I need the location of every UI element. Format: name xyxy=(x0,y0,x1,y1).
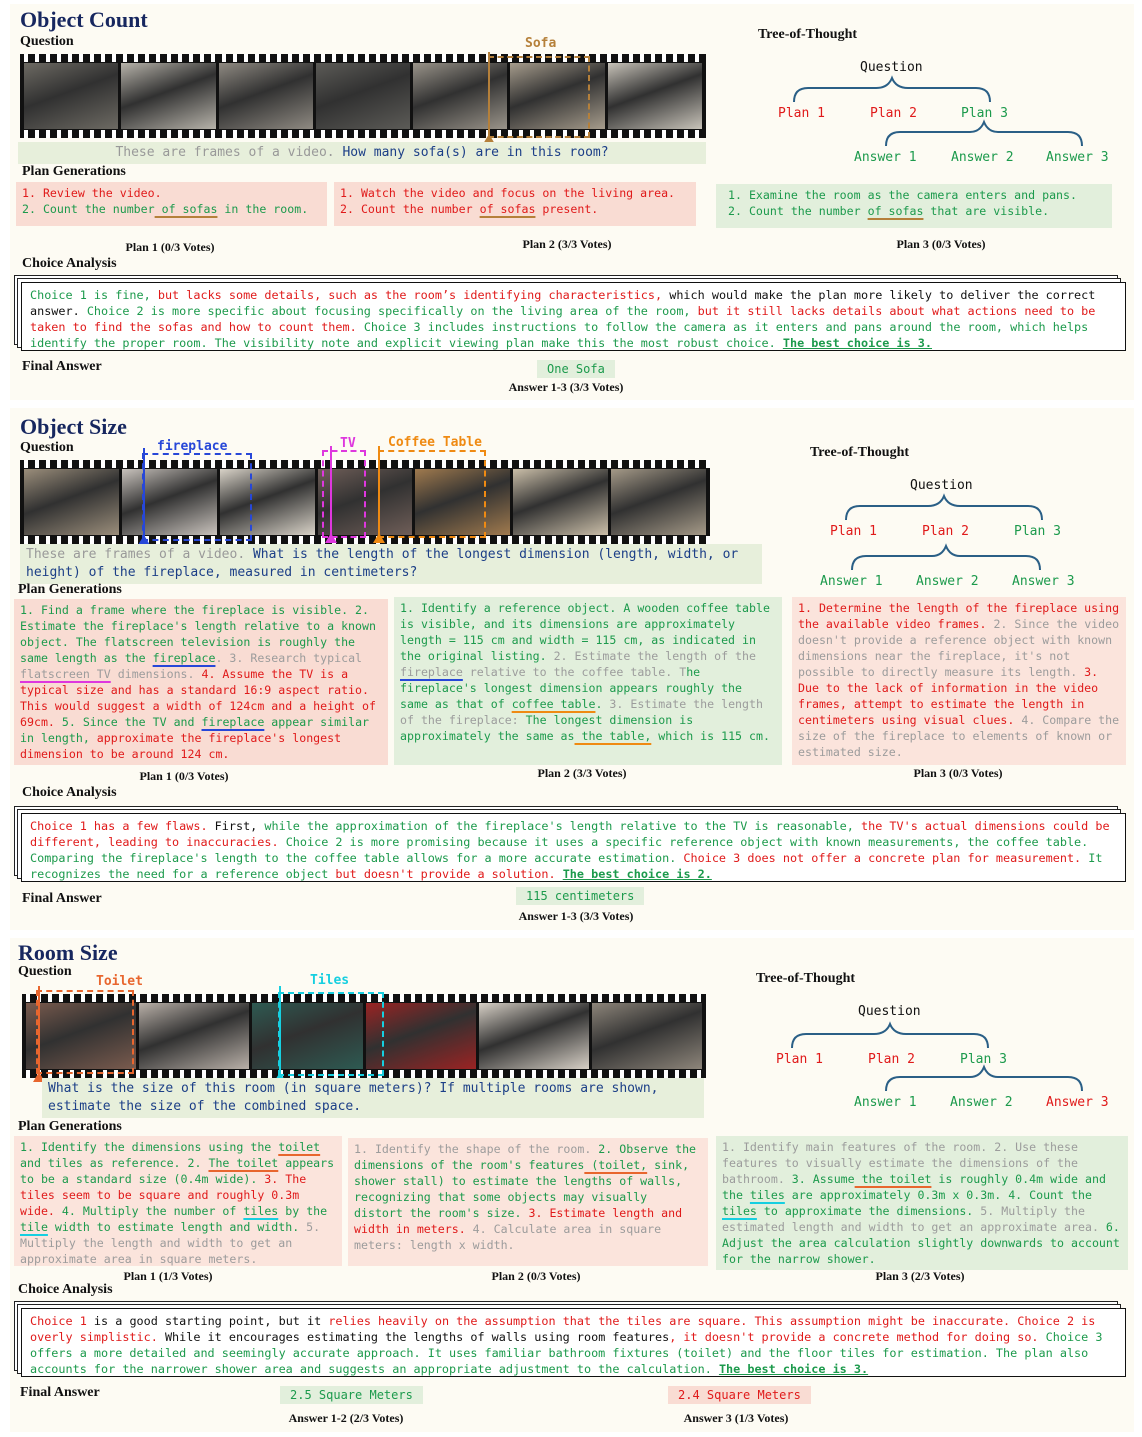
plan-3-box: 1. Identify main features of the room. 2. Use these features to visually estimate the dimensions of the bathroom. 3. Assume the toilet is roughly 0.4m wide and the tiles are approximately 0.3m x 0.3m. 4. Count the tiles to approximate the dimensions. 5. Multiply the estimated length and width to get an approximate area. 6. Adjust the area calculation slightly downwards to account for the narrow shower. xyxy=(716,1136,1128,1270)
choice-analysis-heading: Choice Analysis xyxy=(18,1282,113,1297)
coffee-table-marker-line xyxy=(378,446,380,542)
question-text: These are frames of a video. What is the length of the longest dimension (length, width, or height) of the fireplace, measured in centimeters? xyxy=(20,544,762,584)
question-heading: Question xyxy=(20,440,74,455)
sofa-label: Sofa xyxy=(525,36,557,51)
question-heading: Question xyxy=(18,964,72,979)
plan-1-box: 1. Identify the dimensions using the toilet and tiles as reference. 2. The toilet appears to be a standard size (0.4m wide). 3. The tiles seem to be square and roughly 0.3m wide. 4. Multiply the number of tiles by the tile width to estimate length and width. 5. Multiply the length and width to get an approximate area in square meters. xyxy=(14,1136,342,1266)
coffee-table-marker xyxy=(373,533,385,543)
video-filmstrip xyxy=(20,54,706,138)
tree-question: Question xyxy=(860,60,923,75)
video-frame xyxy=(316,63,410,129)
tree-of-thought xyxy=(750,966,1130,1116)
video-frame xyxy=(479,1003,589,1069)
final-answer-2: 2.4 Square Meters xyxy=(668,1386,811,1404)
plan-1-votes: Plan 1 (0/3 Votes) xyxy=(139,769,229,783)
plan-generations-heading: Plan Generations xyxy=(18,1119,122,1134)
fireplace-box xyxy=(142,453,252,541)
coffee-table-label: Coffee Table xyxy=(388,435,482,450)
tree-of-thought xyxy=(800,440,1130,590)
tree-plan-3: Plan 3 xyxy=(960,1052,1007,1067)
tree-braces xyxy=(748,24,1128,174)
final-answer: 115 centimeters xyxy=(516,887,644,905)
tree-question: Question xyxy=(910,478,973,493)
plan-3-box: 1. Examine the room as the camera enters and pans. 2. Count the number of sofas that are visible. xyxy=(716,184,1112,228)
tree-title: Tree-of-Thought xyxy=(758,27,858,42)
plan-generations-heading: Plan Generations xyxy=(18,582,122,597)
room-size-panel xyxy=(10,938,1134,1432)
video-frame xyxy=(121,63,215,129)
plan-2-votes: Plan 2 (3/3 Votes) xyxy=(537,766,627,780)
video-frame xyxy=(24,63,118,129)
final-answer-votes: Answer 1-3 (3/3 Votes) xyxy=(518,909,634,923)
tree-title: Tree-of-Thought xyxy=(810,445,910,460)
tree-braces xyxy=(800,440,1130,590)
tv-box xyxy=(322,450,366,538)
choice-analysis-text: Choice 1 is a good starting point, but it relies heavily on the assumption that the tiles are square. This assumption might be inaccurate. Choice 2 is overly simplistic. While it encourages estimating the lengths of walls using room features, it doesn't provide a concrete method for doing so. Choice 3 offers a more detailed and seemingly accurate approach. It uses familiar bathroom fixtures (toilet) and the floor tiles for estimation. The plan also accounts for the narrower shower area and suggests an appropriate adjustment to the calculation. The best choice is 3. xyxy=(21,1308,1126,1377)
tree-plan-2: Plan 2 xyxy=(870,106,917,121)
coffee-table-box xyxy=(378,450,486,538)
plan-1-votes: Plan 1 (0/3 Votes) xyxy=(125,240,215,254)
sofa-box xyxy=(488,56,590,138)
tree-answer-3: Answer 3 xyxy=(1012,574,1075,589)
plan-3-votes: Plan 3 (0/3 Votes) xyxy=(913,766,1003,780)
section-title: Object Size xyxy=(20,414,127,439)
fireplace-label: fireplace xyxy=(157,439,228,454)
tree-plan-2: Plan 2 xyxy=(868,1052,915,1067)
tree-question: Question xyxy=(858,1004,921,1019)
section-title: Object Count xyxy=(20,7,148,32)
video-frame xyxy=(219,63,313,129)
fireplace-marker-line xyxy=(143,448,145,544)
tiles-marker-line xyxy=(279,986,281,1076)
tree-plan-3: Plan 3 xyxy=(961,106,1008,121)
tree-plan-1: Plan 1 xyxy=(778,106,825,121)
plan-2-box: 1. Identify a reference object. A wooden coffee table is visible, and its dimensions are approximately length = 115 cm and width = 115 cm, as indicated in the original listing. 2. Estimate the length of the fireplace relative to the coffee table. The fireplace's longest dimension appears roughly the same as that of coffee table. 3. Estimate the length of the fireplace: The longest dimension is approximately the same as the table, which is 115 cm. xyxy=(394,597,782,765)
tree-title: Tree-of-Thought xyxy=(756,971,856,986)
plan-3-votes: Plan 3 (0/3 Votes) xyxy=(896,237,986,251)
choice-analysis-text: Choice 1 has a few flaws. First, while the approximation of the fireplace's length relative to the TV is reasonable, the TV's actual dimensions could be different, leading to inaccuracies. Choice 2 is more promising because it uses a specific reference object with known measurements, the coffee table. Comparing the fireplace's length to the coffee table allows for a more accurate estimation. Choice 3 does not offer a concrete plan for measurement. It recognizes the need for a reference object but doesn't provide a solution. The best choice is 2. xyxy=(21,813,1126,882)
final-answer-heading: Final Answer xyxy=(22,891,102,906)
plan-1-box: 1. Review the video. 2. Count the number of sofas in the room. xyxy=(16,182,327,226)
video-frame xyxy=(513,469,608,535)
plan-1-votes: Plan 1 (1/3 Votes) xyxy=(123,1269,213,1283)
video-frame xyxy=(24,469,119,535)
tree-answer-2: Answer 2 xyxy=(951,150,1014,165)
tree-plan-2: Plan 2 xyxy=(922,524,969,539)
choice-analysis-stack xyxy=(14,1301,1126,1379)
tree-answer-1: Answer 1 xyxy=(820,574,883,589)
tree-answer-1: Answer 1 xyxy=(854,150,917,165)
toilet-box xyxy=(36,990,134,1074)
section-title: Room Size xyxy=(18,940,118,965)
plan-3-votes: Plan 3 (2/3 Votes) xyxy=(875,1269,965,1283)
tree-answer-3: Answer 3 xyxy=(1046,150,1109,165)
final-answer: One Sofa xyxy=(537,360,615,378)
final-answer-1-votes: Answer 1-2 (2/3 Votes) xyxy=(288,1411,404,1425)
tv-label: TV xyxy=(340,436,356,451)
question-text: What is the size of this room (in square meters)? If multiple rooms are shown, estimate the size of the combined space. xyxy=(42,1078,704,1118)
tree-plan-3: Plan 3 xyxy=(1014,524,1061,539)
plan-3-box: 1. Determine the length of the fireplace using the available video frames. 2. Since the video doesn't provide a reference object with known dimensions near the fireplace, it's not possible to directly measure its length. 3. Due to the lack of information in the video frames, attempt to estimate the length in centimeters using visual clues. 4. Compare the size of the fireplace to elements of known or estimated size. xyxy=(792,597,1126,765)
question-heading: Question xyxy=(20,34,74,49)
tree-braces xyxy=(750,966,1130,1116)
question-text: These are frames of a video. How many sofa(s) are in this room? xyxy=(18,142,706,164)
tree-of-thought xyxy=(748,24,1128,174)
choice-analysis-stack xyxy=(14,806,1126,884)
plan-2-votes: Plan 2 (3/3 Votes) xyxy=(522,237,612,251)
toilet-marker-line xyxy=(38,986,40,1076)
choice-analysis-heading: Choice Analysis xyxy=(22,256,117,271)
plan-1-box: 1. Find a frame where the fireplace is visible. 2. Estimate the fireplace's length relative to a known object. The flatscreen television is roughly the same length as the fireplace. 3. Research typical flatscreen TV dimensions. 4. Assume the TV is a typical size and has a standard 16:9 aspect ratio. This would suggest a width of 124cm and a height of 69cm. 5. Since the TV and fireplace appear similar in length, approximate the fireplace's longest dimension to be around 124 cm. xyxy=(14,599,388,765)
plan-generations-heading: Plan Generations xyxy=(22,164,126,179)
plan-2-box: 1. Watch the video and focus on the living area. 2. Count the number of sofas present. xyxy=(334,182,696,226)
toilet-label: Toilet xyxy=(96,974,143,989)
video-frame xyxy=(139,1003,249,1069)
tiles-box xyxy=(278,992,384,1076)
sofa-marker-line xyxy=(488,52,490,142)
choice-analysis-stack xyxy=(14,275,1126,353)
final-answer-heading: Final Answer xyxy=(22,359,102,374)
final-answer-votes: Answer 1-3 (3/3 Votes) xyxy=(508,380,624,394)
plan-2-box: 1. Identify the shape of the room. 2. Observe the dimensions of the room's features (toilet, sink, shower stall) to estimate the lengths of walls, recognizing that some objects may visually distort the room's size. 3. Estimate length and width in meters. 4. Calculate area in square meters: length x width. xyxy=(348,1138,708,1266)
final-answer-1: 2.5 Square Meters xyxy=(280,1386,423,1404)
tree-plan-1: Plan 1 xyxy=(776,1052,823,1067)
choice-analysis-text: Choice 1 is fine, but lacks some details, such as the room’s identifying characteristics, which would make the plan more likely to deliver the correct answer. Choice 2 is more specific about focusing specifically on the living area of the room, but it still lacks details about what actions need to be taken to find the sofas and how to count them. Choice 3 includes instructions to follow the camera as it enters and pans around the room, which helps identify the proper room. The visibility note and explicit viewing plan make this the most robust choice. The best choice is 3. xyxy=(21,282,1126,351)
plan-2-votes: Plan 2 (0/3 Votes) xyxy=(491,1269,581,1283)
final-answer-2-votes: Answer 3 (1/3 Votes) xyxy=(683,1411,789,1425)
video-frame xyxy=(592,1003,702,1069)
tree-answer-2: Answer 2 xyxy=(950,1095,1013,1110)
tree-answer-1: Answer 1 xyxy=(854,1095,917,1110)
tv-marker xyxy=(325,533,337,543)
tv-marker-line xyxy=(330,446,332,542)
video-frame xyxy=(608,63,702,129)
tree-plan-1: Plan 1 xyxy=(830,524,877,539)
tiles-label: Tiles xyxy=(310,973,350,988)
choice-analysis-heading: Choice Analysis xyxy=(22,785,117,800)
object-size-panel xyxy=(10,408,1134,930)
final-answer-heading: Final Answer xyxy=(20,1385,100,1400)
object-count-panel xyxy=(10,4,1134,400)
tree-answer-3: Answer 3 xyxy=(1046,1095,1109,1110)
video-frame xyxy=(611,469,706,535)
tree-answer-2: Answer 2 xyxy=(916,574,979,589)
